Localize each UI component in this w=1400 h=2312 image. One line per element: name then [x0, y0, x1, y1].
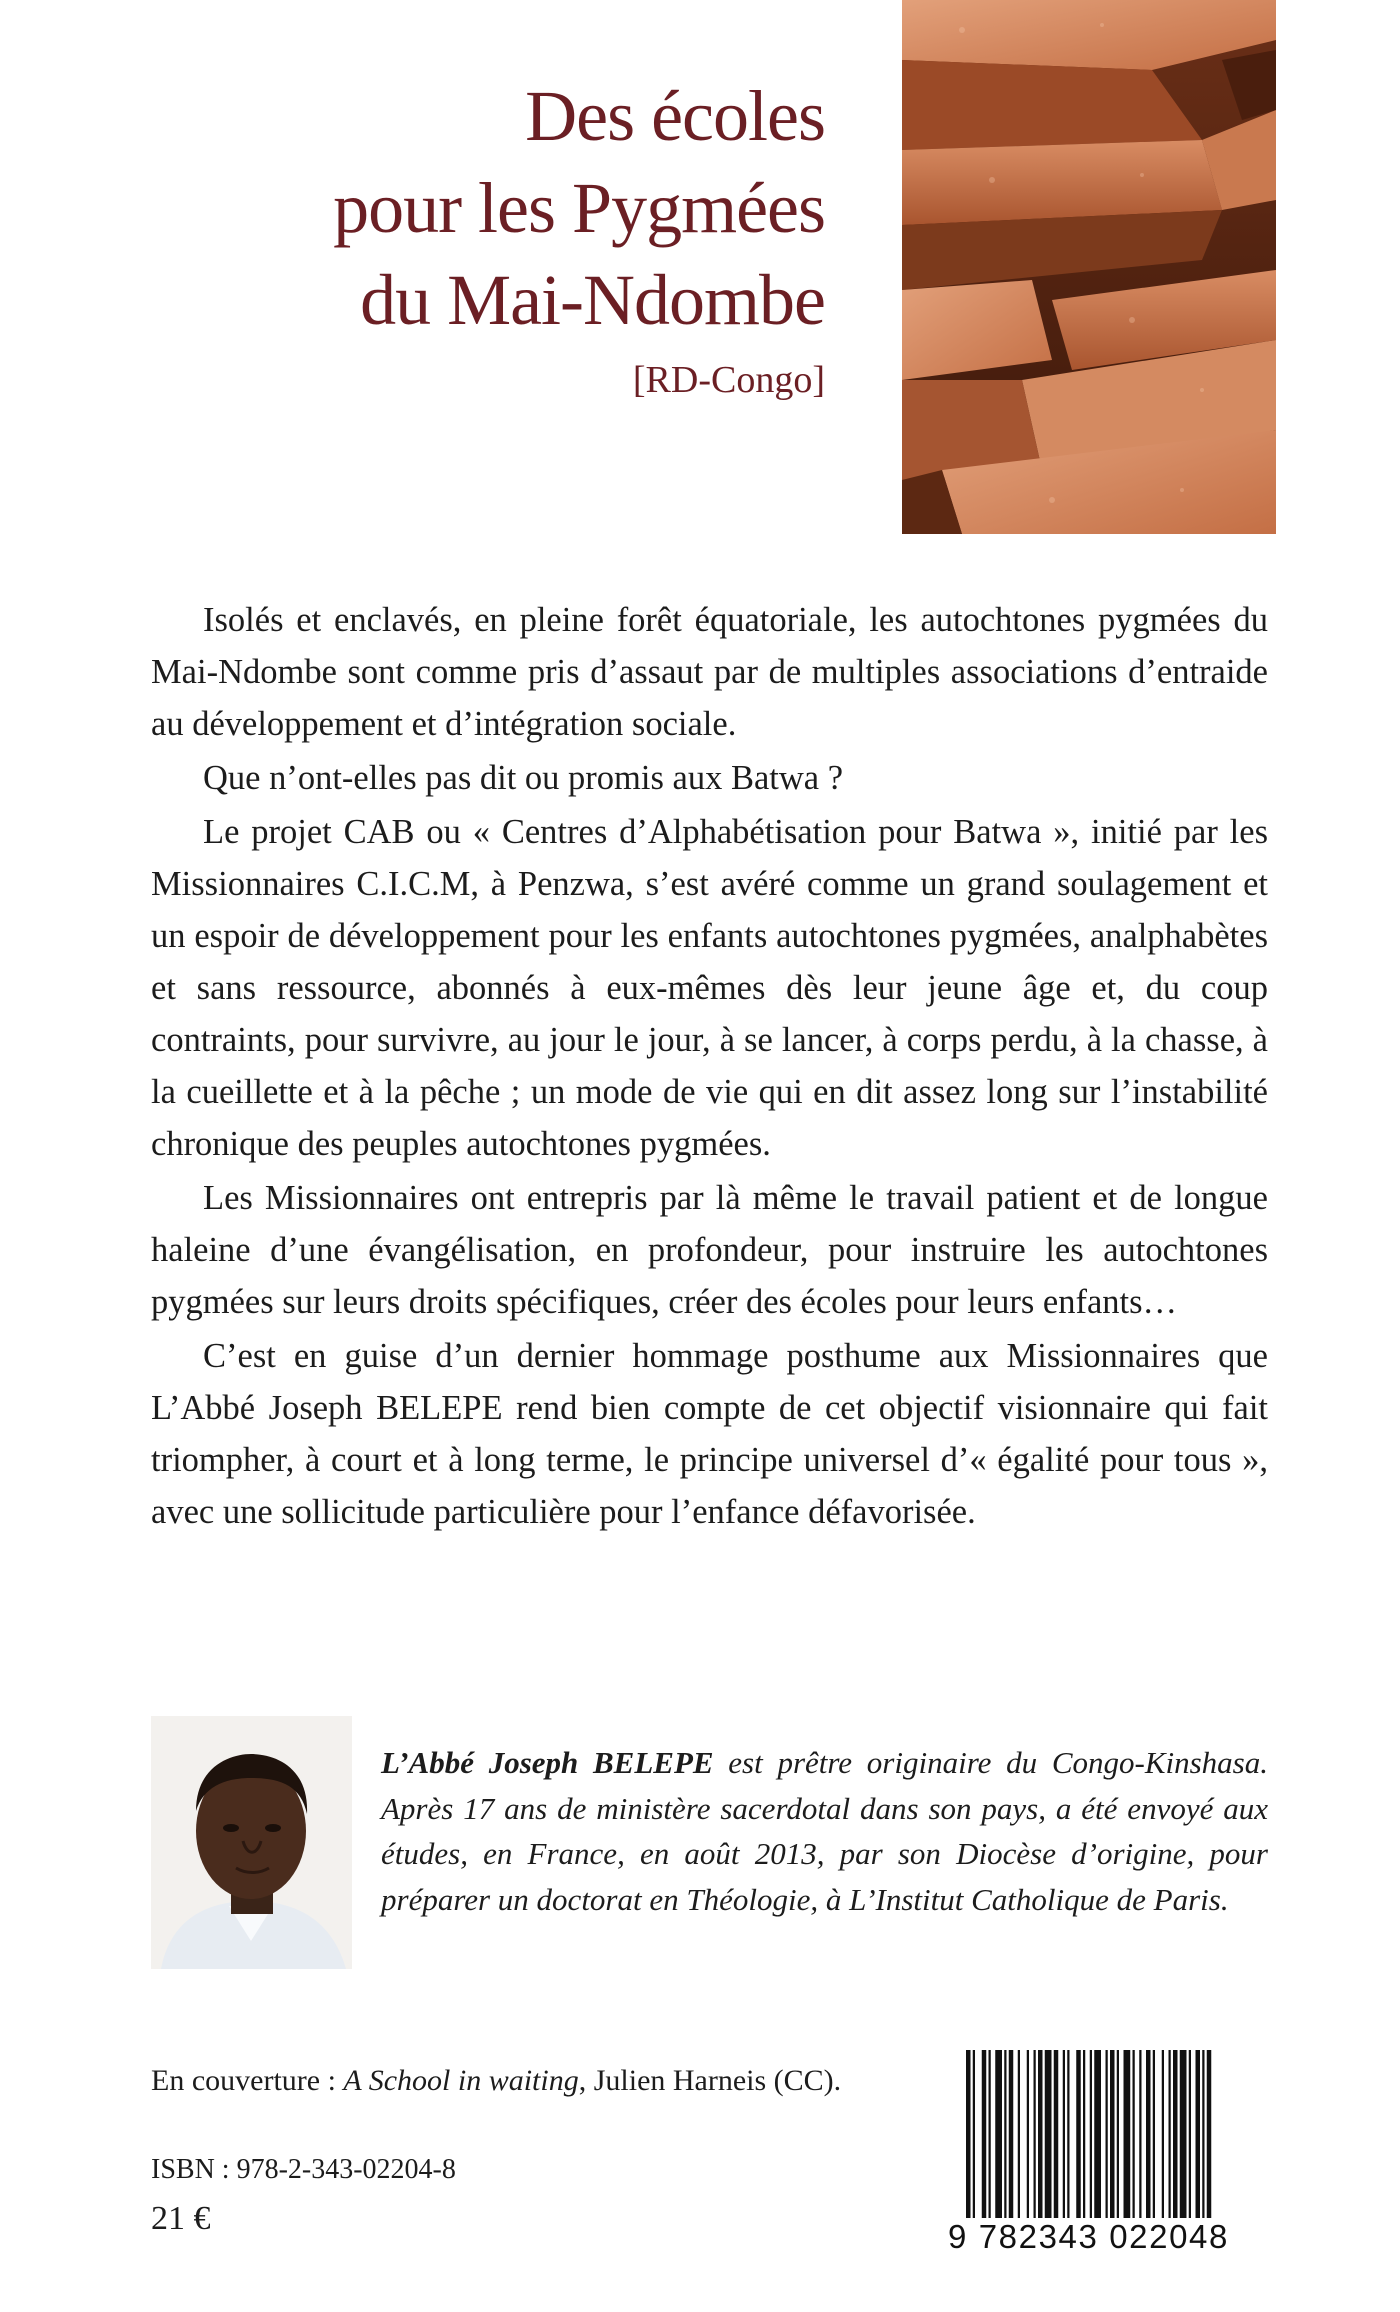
barcode-bar [1153, 2050, 1155, 2218]
bricks-photo [902, 0, 1276, 534]
barcode-bar [1196, 2050, 1201, 2218]
barcode-bar [1146, 2050, 1151, 2218]
summary-paragraph: Les Missionnaires ont entrepris par là même le travail patient et de longue haleine d’une évangélisation, en profondeur, pour instruire les autochtones pygmées sur leurs droits spécifiques, créer des écoles pour leurs enfants… [151, 1179, 1268, 1321]
barcode-digits: 9 782343 022048 [948, 2218, 1229, 2255]
barcode-bar [1045, 2050, 1052, 2218]
barcode-bar [1162, 2050, 1164, 2218]
barcode-bar [1018, 2050, 1020, 2218]
summary-paragraph: Que n’ont-elles pas dit ou promis aux Batwa ? [203, 759, 844, 797]
barcode-bar [1117, 2050, 1119, 2218]
title-line-1: Des écoles [525, 76, 825, 156]
barcode-bar [1034, 2050, 1036, 2218]
summary-paragraph: Isolés et enclavés, en pleine forêt équatoriale, les autochtones pygmées du Mai-Ndombe sont comme pris d’assaut par de multiples associations d’entraide au développement et d’intégration sociale. [151, 601, 1268, 743]
barcode-bar [1076, 2050, 1081, 2218]
barcode-bar [1009, 2050, 1014, 2218]
barcode-bar [966, 2050, 971, 2218]
barcode-bar [1106, 2050, 1108, 2218]
barcode-bar [1169, 2050, 1171, 2218]
barcode-bar [989, 2050, 991, 2218]
barcode-bar [1202, 2050, 1204, 2218]
author-name: L’Abbé Joseph BELEPE [381, 1745, 714, 1780]
barcode-bar [1027, 2050, 1029, 2218]
back-cover-summary [151, 594, 1268, 1540]
barcode-bar [1173, 2050, 1178, 2218]
summary-paragraph: C’est en guise d’un dernier hommage posthume aux Missionnaires que L’Abbé Joseph BELEPE rend bien compte de cet objectif visionnaire qui fait triompher, à court et à long terme, le principe universel d’« égalité pour tous », avec une sollicitude particulière pour l’enfance défavorisée. [151, 1337, 1268, 1531]
barcode-bar [982, 2050, 987, 2218]
barcode-bar [1090, 2050, 1092, 2218]
barcode-bar [1004, 2050, 1006, 2218]
price: 21 € [151, 2200, 211, 2237]
barcode-bar [1083, 2050, 1085, 2218]
barcode-bar [1110, 2050, 1115, 2218]
barcode-bar [973, 2050, 975, 2218]
author-portrait [151, 1716, 352, 1969]
title-line-2: pour les Pygmées [333, 168, 825, 248]
credit-prefix: En couverture : [151, 2064, 344, 2097]
barcode-bar [1063, 2050, 1065, 2218]
credit-work-title: A School in waiting [343, 2064, 579, 2097]
summary-paragraph: Le projet CAB ou « Centres d’Alphabétisation pour Batwa », initié par les Missionnaires C.I.C.M, à Penzwa, s’est avéré comme un grand soulagement et un espoir de développement pour les enfants autochtones pygmées, analphabètes et sans ressource, abonnés à eux-mêmes dès leur jeune âge et, du coup contraints, pour survivre, au jour le jour, à se lancer, à corps perdu, à la chasse, à la cueillette et à la pêche ; un mode de vie qui en dit assez long sur l’instabilité chronique des peuples autochtones pygmées. [151, 813, 1268, 1163]
barcode-bar [1124, 2050, 1131, 2218]
book-title [300, 70, 825, 410]
title-subtitle: [RD-Congo] [632, 359, 825, 401]
author-bio [381, 1740, 1268, 1922]
barcode-bar [1094, 2050, 1101, 2218]
barcode-bar [995, 2050, 1002, 2218]
title-line-3: du Mai-Ndombe [360, 260, 825, 340]
author-bio-text: est prêtre originaire du Congo-Kinshasa. Après 17 ans de ministère sacerdotal dans son pays, a été envoyé aux études, en France, en août 2013, par son Diocèse d’origine, pour préparer un doctorat en Théologie, à L’Institut Catholique de Paris. [381, 1745, 1268, 1917]
barcode-bar [1038, 2050, 1043, 2218]
credit-suffix: , Julien Harneis (CC). [578, 2064, 842, 2097]
barcode-bar [1207, 2050, 1212, 2218]
barcode-bar [1054, 2050, 1059, 2218]
barcode-bar [1189, 2050, 1191, 2218]
isbn: ISBN : 978-2-343-02204-8 [151, 2154, 456, 2185]
cover-credit [151, 2064, 951, 2098]
barcode-bar [1180, 2050, 1187, 2218]
barcode-bar [1067, 2050, 1069, 2218]
barcode-bar [1139, 2050, 1141, 2218]
barcode-bar [1133, 2050, 1135, 2218]
